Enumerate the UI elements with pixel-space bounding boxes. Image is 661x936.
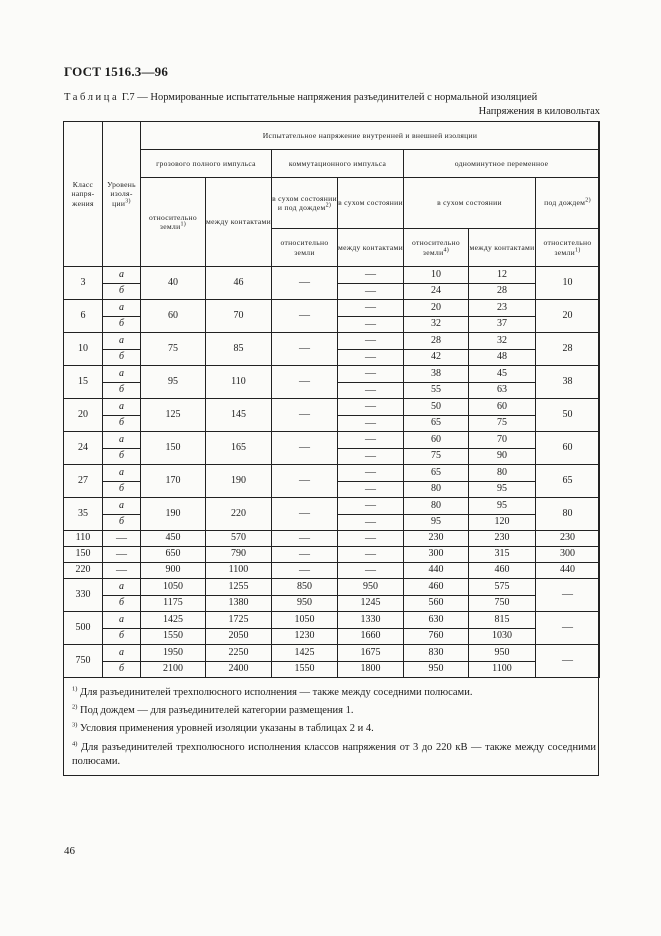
- level-cell: а: [103, 366, 141, 383]
- table-cell: —: [338, 399, 404, 416]
- table-cell: 1100: [469, 662, 536, 678]
- table-cell: 38: [404, 366, 469, 383]
- table-cell: 220: [206, 498, 272, 531]
- table-cell: 1425: [272, 645, 338, 662]
- table-cell: 1030: [469, 629, 536, 645]
- table-cell: 1425: [141, 612, 206, 629]
- table-cell: 50: [404, 399, 469, 416]
- class-cell: 150: [64, 547, 103, 563]
- class-cell: 20: [64, 399, 103, 432]
- table-cell: 1660: [338, 629, 404, 645]
- table-cell: 2050: [206, 629, 272, 645]
- table-cell: 190: [141, 498, 206, 531]
- table-cell: —: [338, 432, 404, 449]
- table-cell: 790: [206, 547, 272, 563]
- table-cell: —: [338, 482, 404, 498]
- level-cell: —: [103, 547, 141, 563]
- table-cell: 32: [404, 317, 469, 333]
- table-cell: 120: [469, 515, 536, 531]
- table-cell: —: [338, 300, 404, 317]
- table-cell: 950: [338, 579, 404, 596]
- table-cell: 230: [469, 531, 536, 547]
- level-cell: а: [103, 645, 141, 662]
- table-cell: 1380: [206, 596, 272, 612]
- dry-state-header: в сухом состоянии: [404, 178, 536, 229]
- table-cell: 1050: [272, 612, 338, 629]
- class-cell: 6: [64, 300, 103, 333]
- table-cell: —: [338, 498, 404, 515]
- level-cell: б: [103, 482, 141, 498]
- table-row: [64, 612, 600, 629]
- table-cell: —: [272, 399, 338, 432]
- table-head: [64, 122, 600, 267]
- level-cell: б: [103, 596, 141, 612]
- footnote: $^{4)}$ Для разъединителей трехполюсного исполнения классов напряжения от 3 до 220 кВ — также между соседними полюсами.: [72, 740, 597, 767]
- table-row: [64, 432, 600, 449]
- table-word: Таблица: [64, 92, 120, 103]
- class-header: Класс напря-жения: [64, 122, 103, 267]
- table-cell: 230: [536, 531, 600, 547]
- table-cell: 10: [404, 267, 469, 284]
- units-note: Напряжения в киловольтах: [478, 106, 600, 117]
- table-cell: 110: [206, 366, 272, 399]
- table-cell: —: [338, 267, 404, 284]
- ac-group-header: одноминутное переменное: [404, 150, 600, 178]
- table-cell: 300: [536, 547, 600, 563]
- table-cell: 440: [536, 563, 600, 579]
- table-cell: 950: [469, 645, 536, 662]
- table-cell: 1330: [338, 612, 404, 629]
- table-cell: 460: [404, 579, 469, 596]
- table-cell: —: [272, 531, 338, 547]
- table-cell: 1550: [272, 662, 338, 678]
- table-cell: —: [338, 317, 404, 333]
- table-cell: 45: [469, 366, 536, 383]
- table-cell: 1255: [206, 579, 272, 596]
- table-cell: 20: [404, 300, 469, 317]
- class-cell: 3: [64, 267, 103, 300]
- level-cell: б: [103, 449, 141, 465]
- table-row: [64, 366, 600, 383]
- table-cell: 90: [469, 449, 536, 465]
- level-cell: б: [103, 284, 141, 300]
- table-cell: 80: [536, 498, 600, 531]
- table-cell: —: [338, 563, 404, 579]
- table-cell: 1100: [206, 563, 272, 579]
- table-cell: 170: [141, 465, 206, 498]
- table-cell: —: [338, 366, 404, 383]
- table-cell: 65: [404, 416, 469, 432]
- table-body: [64, 267, 600, 678]
- level-cell: а: [103, 612, 141, 629]
- table-cell: 24: [404, 284, 469, 300]
- table-cell: 42: [404, 350, 469, 366]
- table-row: [64, 333, 600, 350]
- table-caption: [64, 92, 600, 103]
- table-cell: 48: [469, 350, 536, 366]
- table-row: [64, 300, 600, 317]
- table-cell: —: [272, 366, 338, 399]
- level-cell: б: [103, 515, 141, 531]
- switching-relative-ground-header: относительно земли: [272, 229, 338, 267]
- table-cell: 55: [404, 383, 469, 399]
- table-cell: 1950: [141, 645, 206, 662]
- table-cell: 10: [536, 267, 600, 300]
- table-cell: 150: [141, 432, 206, 465]
- lightning-relative-ground-header: относительно земли$^{1)}$: [141, 178, 206, 267]
- table-cell: 900: [141, 563, 206, 579]
- table-cell: 95: [469, 482, 536, 498]
- table-cell: 60: [469, 399, 536, 416]
- table-cell: —: [338, 416, 404, 432]
- level-cell: б: [103, 350, 141, 366]
- class-cell: 10: [64, 333, 103, 366]
- level-header: Уровень изоля-ции$^{3)}$: [103, 122, 141, 267]
- table-cell: 80: [469, 465, 536, 482]
- table-cell: 1230: [272, 629, 338, 645]
- under-rain-header: под дождем$^{2)}$: [536, 178, 600, 229]
- level-cell: а: [103, 399, 141, 416]
- table-cell: —: [536, 645, 600, 678]
- table-cell: 145: [206, 399, 272, 432]
- main-group-header: Испытательное напряжение внутренней и внешней изоляции: [141, 122, 600, 150]
- class-cell: 24: [64, 432, 103, 465]
- table-cell: —: [272, 333, 338, 366]
- table-cell: —: [272, 563, 338, 579]
- table-cell: —: [536, 612, 600, 645]
- table-cell: 1050: [141, 579, 206, 596]
- table-cell: 95: [404, 515, 469, 531]
- table-row: [64, 662, 600, 678]
- level-cell: б: [103, 629, 141, 645]
- level-cell: а: [103, 579, 141, 596]
- table-cell: 575: [469, 579, 536, 596]
- switching-between-contacts-header: между контактами: [338, 229, 404, 267]
- class-cell: 220: [64, 563, 103, 579]
- table-row: [64, 629, 600, 645]
- ac-rain-relative-ground-header: относительно земли$^{1)}$: [536, 229, 600, 267]
- table-cell: 460: [469, 563, 536, 579]
- lightning-group-header: грозового полного импульса: [141, 150, 272, 178]
- ac-dry-between-contacts-header: между контактами: [469, 229, 536, 267]
- table-cell: —: [338, 350, 404, 366]
- class-cell: 15: [64, 366, 103, 399]
- table-cell: —: [338, 515, 404, 531]
- table-cell: 95: [469, 498, 536, 515]
- table-cell: 1725: [206, 612, 272, 629]
- table-row: [64, 531, 600, 547]
- table-cell: —: [338, 547, 404, 563]
- table-cell: 950: [272, 596, 338, 612]
- table-cell: 1675: [338, 645, 404, 662]
- table-cell: 65: [536, 465, 600, 498]
- table-cell: 32: [469, 333, 536, 350]
- table-cell: 165: [206, 432, 272, 465]
- table-cell: —: [272, 498, 338, 531]
- dry-header: в сухом состоянии: [338, 178, 404, 229]
- table-cell: 80: [404, 498, 469, 515]
- table-cell: —: [272, 465, 338, 498]
- dry-and-rain-header: в сухом состоянии и под дождем$^{2)}$: [272, 178, 338, 229]
- lightning-between-contacts-header: между контактами: [206, 178, 272, 267]
- table-cell: 12: [469, 267, 536, 284]
- level-cell: а: [103, 432, 141, 449]
- table-cell: 60: [404, 432, 469, 449]
- table-cell: 85: [206, 333, 272, 366]
- table-cell: 70: [469, 432, 536, 449]
- table-cell: —: [272, 547, 338, 563]
- table-cell: 50: [536, 399, 600, 432]
- level-cell: а: [103, 267, 141, 284]
- table-cell: —: [536, 579, 600, 612]
- table-row: [64, 579, 600, 596]
- table-cell: —: [272, 432, 338, 465]
- class-cell: 27: [64, 465, 103, 498]
- table-cell: 450: [141, 531, 206, 547]
- class-cell: 500: [64, 612, 103, 645]
- table-cell: 1800: [338, 662, 404, 678]
- table-cell: 60: [536, 432, 600, 465]
- table-cell: 1550: [141, 629, 206, 645]
- table-cell: —: [338, 284, 404, 300]
- table-cell: 815: [469, 612, 536, 629]
- table-cell: 28: [404, 333, 469, 350]
- table-cell: 1245: [338, 596, 404, 612]
- page-number: 46: [64, 845, 75, 857]
- table-cell: 315: [469, 547, 536, 563]
- class-cell: 110: [64, 531, 103, 547]
- level-cell: —: [103, 531, 141, 547]
- footnote: $^{1)}$ Для разъединителей трехполюсного исполнения — также между соседними полюсами.: [72, 685, 473, 698]
- level-cell: б: [103, 317, 141, 333]
- table-cell: 60: [141, 300, 206, 333]
- footnotes: [72, 686, 596, 773]
- switching-group-header: коммутационного импульса: [272, 150, 404, 178]
- table-cell: —: [272, 300, 338, 333]
- class-cell: 35: [64, 498, 103, 531]
- voltage-table: [63, 121, 600, 678]
- table-cell: 28: [536, 333, 600, 366]
- level-cell: б: [103, 416, 141, 432]
- table-cell: 37: [469, 317, 536, 333]
- table-cell: 125: [141, 399, 206, 432]
- footnote: $^{2)}$ Под дождем — для разъединителей категории размещения 1.: [72, 703, 354, 717]
- table-cell: —: [338, 449, 404, 465]
- table-cell: 750: [469, 596, 536, 612]
- table-row: [64, 465, 600, 482]
- level-cell: б: [103, 383, 141, 399]
- ac-dry-relative-ground-header: относительно земли$^{4)}$: [404, 229, 469, 267]
- table-row: [64, 498, 600, 515]
- level-cell: а: [103, 300, 141, 317]
- table-row: [64, 399, 600, 416]
- table-cell: —: [338, 333, 404, 350]
- level-cell: —: [103, 563, 141, 579]
- table-row: [64, 645, 600, 662]
- table-cell: 23: [469, 300, 536, 317]
- table-cell: 28: [469, 284, 536, 300]
- table-cell: 650: [141, 547, 206, 563]
- table-row: [64, 547, 600, 563]
- table-cell: —: [272, 267, 338, 300]
- table-cell: 40: [141, 267, 206, 300]
- table-cell: 760: [404, 629, 469, 645]
- level-cell: а: [103, 498, 141, 515]
- table-cell: 70: [206, 300, 272, 333]
- table-cell: 95: [141, 366, 206, 399]
- table-cell: —: [338, 531, 404, 547]
- document-title: ГОСТ 1516.3—96: [64, 64, 169, 79]
- table-row: [64, 596, 600, 612]
- table-cell: 2100: [141, 662, 206, 678]
- table-cell: 440: [404, 563, 469, 579]
- table-title: Г.7 — Нормированные испытательные напряжения разъединителей с нормальной изоляцией: [121, 92, 538, 103]
- table-cell: 950: [404, 662, 469, 678]
- footnote: $^{3)}$ Условия применения уровней изоляции указаны в таблицах 2 и 4.: [72, 721, 374, 735]
- table-cell: 570: [206, 531, 272, 547]
- table-cell: 2250: [206, 645, 272, 662]
- table-cell: 20: [536, 300, 600, 333]
- table-cell: 75: [469, 416, 536, 432]
- level-cell: б: [103, 662, 141, 678]
- table-cell: 230: [404, 531, 469, 547]
- table-cell: 75: [141, 333, 206, 366]
- class-cell: 330: [64, 579, 103, 612]
- table-cell: 63: [469, 383, 536, 399]
- table-cell: 850: [272, 579, 338, 596]
- table-cell: 560: [404, 596, 469, 612]
- table-cell: —: [338, 465, 404, 482]
- table-cell: 75: [404, 449, 469, 465]
- table-cell: 38: [536, 366, 600, 399]
- table-cell: 80: [404, 482, 469, 498]
- table-cell: 2400: [206, 662, 272, 678]
- table-cell: —: [338, 383, 404, 399]
- table-cell: 830: [404, 645, 469, 662]
- table-cell: 65: [404, 465, 469, 482]
- class-cell: 750: [64, 645, 103, 678]
- table-cell: 300: [404, 547, 469, 563]
- table-cell: 630: [404, 612, 469, 629]
- table-cell: 1175: [141, 596, 206, 612]
- level-cell: а: [103, 465, 141, 482]
- table-row: [64, 267, 600, 284]
- level-cell: а: [103, 333, 141, 350]
- table-cell: 190: [206, 465, 272, 498]
- table-cell: 46: [206, 267, 272, 300]
- table-row: [64, 563, 600, 579]
